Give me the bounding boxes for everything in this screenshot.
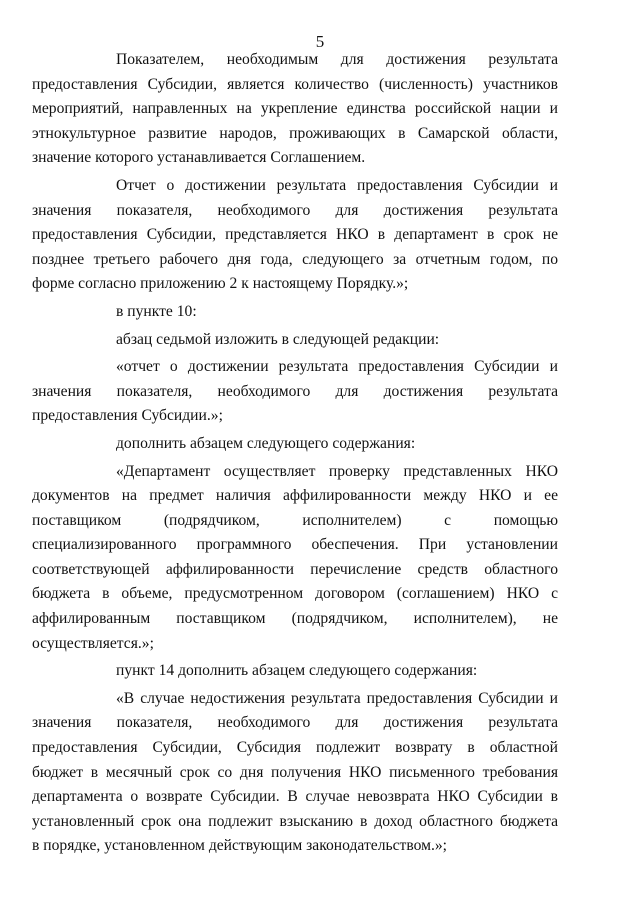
text-line: в пункте 10: [116, 302, 197, 320]
text-line: пункт 14 дополнить абзацем следующего содержания: [116, 662, 478, 680]
text-line: «Департамент осуществляет проверку представленных НКО [116, 462, 558, 480]
text-line: мероприятий, направленных на укрепление единства российской нации и [32, 100, 558, 118]
paragraph [74, 300, 558, 325]
text-line: форме согласно приложению 2 к настоящему Порядку.»; [32, 275, 409, 293]
text-line: аффилированным поставщиком (подрядчиком, исполнителем), не [32, 610, 558, 628]
text-line: предоставления Субсидии, Субсидия подлежит возврату в областной [32, 739, 558, 757]
text-line: «отчет о достижении результата предоставления Субсидии и [116, 358, 558, 376]
text-line: осуществляется.»; [32, 634, 154, 652]
text-line: абзац седьмой изложить в следующей редакции: [116, 330, 440, 348]
text-line: департамента о возврате Субсидии. В случае невозврата НКО Субсидии в [32, 788, 558, 806]
text-line: предоставления Субсидии.»; [32, 407, 223, 425]
text-line: Отчет о достижении результата предоставления Субсидии и [116, 176, 558, 194]
text-line: бюджета в объеме, предусмотренном договором (соглашением) НКО с [32, 585, 558, 603]
text-line: «В случае недостижения результата предоставления Субсидии и [116, 689, 558, 707]
text-line: значения показателя, необходимого для достижения результата [32, 714, 558, 732]
text-line: дополнить абзацем следующего содержания: [116, 434, 416, 452]
text-line: в порядке, установленном действующим законодательством.»; [32, 837, 447, 855]
text-line: позднее третьего рабочего дня года, следующего за отчетным годом, по [32, 250, 558, 268]
paragraph [74, 328, 558, 353]
paragraph [32, 687, 558, 859]
paragraph [74, 432, 558, 457]
text-line: установленный срок она подлежит взысканию в доход областного бюджета [32, 812, 558, 830]
text-line: значение которого устанавливается Соглашением. [32, 149, 366, 167]
paragraph [74, 659, 558, 684]
paragraph [32, 355, 558, 429]
text-line: Показателем, необходимым для достижения результата [116, 51, 558, 68]
paragraph [32, 174, 558, 297]
text-line: специализированного программного обеспечения. При установлении [32, 536, 558, 554]
text-line: значения показателя, необходимого для достижения результата [32, 382, 558, 400]
text-line: бюджет в месячный срок со дня получения НКО письменного требования [32, 763, 558, 781]
text-line: этнокультурное развитие народов, проживающих в Самарской области, [32, 124, 558, 142]
document-body [32, 48, 558, 859]
text-line: предоставления Субсидии, представляется НКО в департамент в срок не [32, 226, 558, 244]
text-line: предоставления Субсидии, является количество (численность) участников [32, 75, 558, 93]
page-number: 5 [315, 32, 325, 51]
text-line: документов на предмет наличия аффилированности между НКО и ее [32, 487, 558, 505]
paragraph [32, 460, 558, 657]
paragraph [32, 48, 558, 171]
text-line: значения показателя, необходимого для достижения результата [32, 201, 558, 219]
text-line: поставщиком (подрядчиком, исполнителем) с помощью [32, 511, 558, 529]
text-line: соответствующей аффилированности перечисление средств областного [32, 560, 558, 578]
